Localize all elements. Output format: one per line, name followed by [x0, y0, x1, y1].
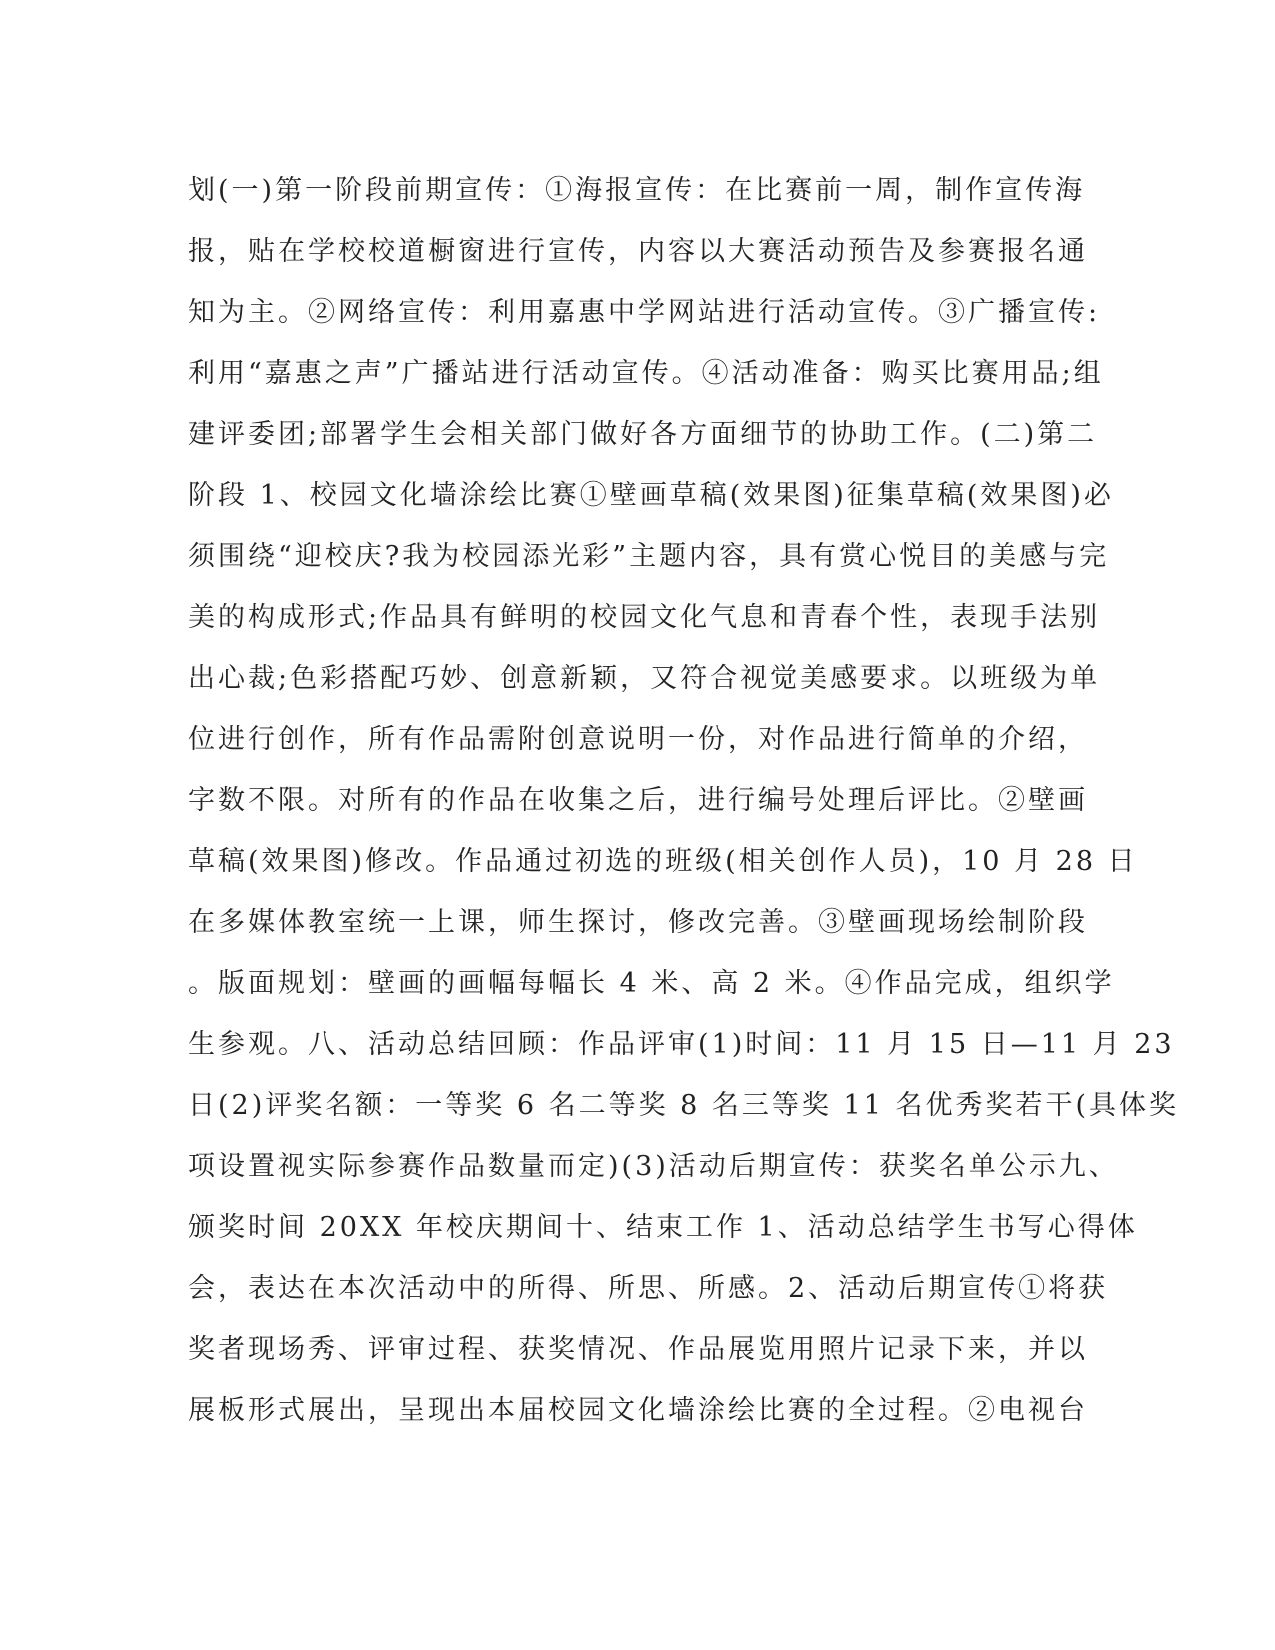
text-line: 。版面规划：壁画的画幅每幅长 4 米、高 2 米。④作品完成，组织学 — [188, 968, 1115, 999]
text-line: 建评委团;部署学生会相关部门做好各方面细节的协助工作。(二)第二 — [188, 419, 1098, 450]
body-text — [188, 160, 1179, 1441]
text-line: 出心裁;色彩搭配巧妙、创意新颖，又符合视觉美感要求。以班级为单 — [188, 663, 1101, 694]
text-line: 生参观。八、活动总结回顾：作品评审(1)时间：11 月 15 日—11 月 23 — [188, 1029, 1175, 1060]
text-line: 在多媒体教室统一上课，师生探讨，修改完善。③壁画现场绘制阶段 — [188, 907, 1088, 938]
text-line: 展板形式展出，呈现出本届校园文化墙涂绘比赛的全过程。②电视台 — [188, 1395, 1088, 1426]
text-line: 字数不限。对所有的作品在收集之后，进行编号处理后评比。②壁画 — [188, 785, 1088, 816]
text-line: 项设置视实际参赛作品数量而定)(3)活动后期宣传：获奖名单公示九、 — [188, 1151, 1119, 1182]
text-line: 奖者现场秀、评审过程、获奖情况、作品展览用照片记录下来，并以 — [188, 1334, 1088, 1365]
text-line: 报，贴在学校校道橱窗进行宣传，内容以大赛活动预告及参赛报名通 — [188, 236, 1088, 267]
text-line: 利用“嘉惠之声”广播站进行活动宣传。④活动准备：购买比赛用品;组 — [188, 358, 1104, 389]
text-line: 草稿(效果图)修改。作品通过初选的班级(相关创作人员)，10 月 28 日 — [188, 846, 1138, 877]
text-line: 划(一)第一阶段前期宣传：①海报宣传：在比赛前一周，制作宣传海 — [188, 175, 1086, 206]
text-line: 颁奖时间 20XX 年校庆期间十、结束工作 1、活动总结学生书写心得体 — [188, 1212, 1138, 1243]
text-line: 须围绕“迎校庆?我为校园添光彩”主题内容，具有赏心悦目的美感与完 — [188, 541, 1110, 572]
text-line: 位进行创作，所有作品需附创意说明一份，对作品进行简单的介绍， — [188, 724, 1088, 755]
text-line: 日(2)评奖名额：一等奖 6 名二等奖 8 名三等奖 11 名优秀奖若干(具体奖 — [188, 1090, 1179, 1121]
text-line: 阶段 1、校园文化墙涂绘比赛①壁画草稿(效果图)征集草稿(效果图)必 — [188, 480, 1114, 511]
text-line: 美的构成形式;作品具有鲜明的校园文化气息和青春个性，表现手法别 — [188, 602, 1101, 633]
text-line: 会，表达在本次活动中的所得、所思、所感。2、活动后期宣传①将获 — [188, 1273, 1109, 1304]
text-line: 知为主。②网络宣传：利用嘉惠中学网站进行活动宣传。③广播宣传: — [188, 297, 1101, 328]
